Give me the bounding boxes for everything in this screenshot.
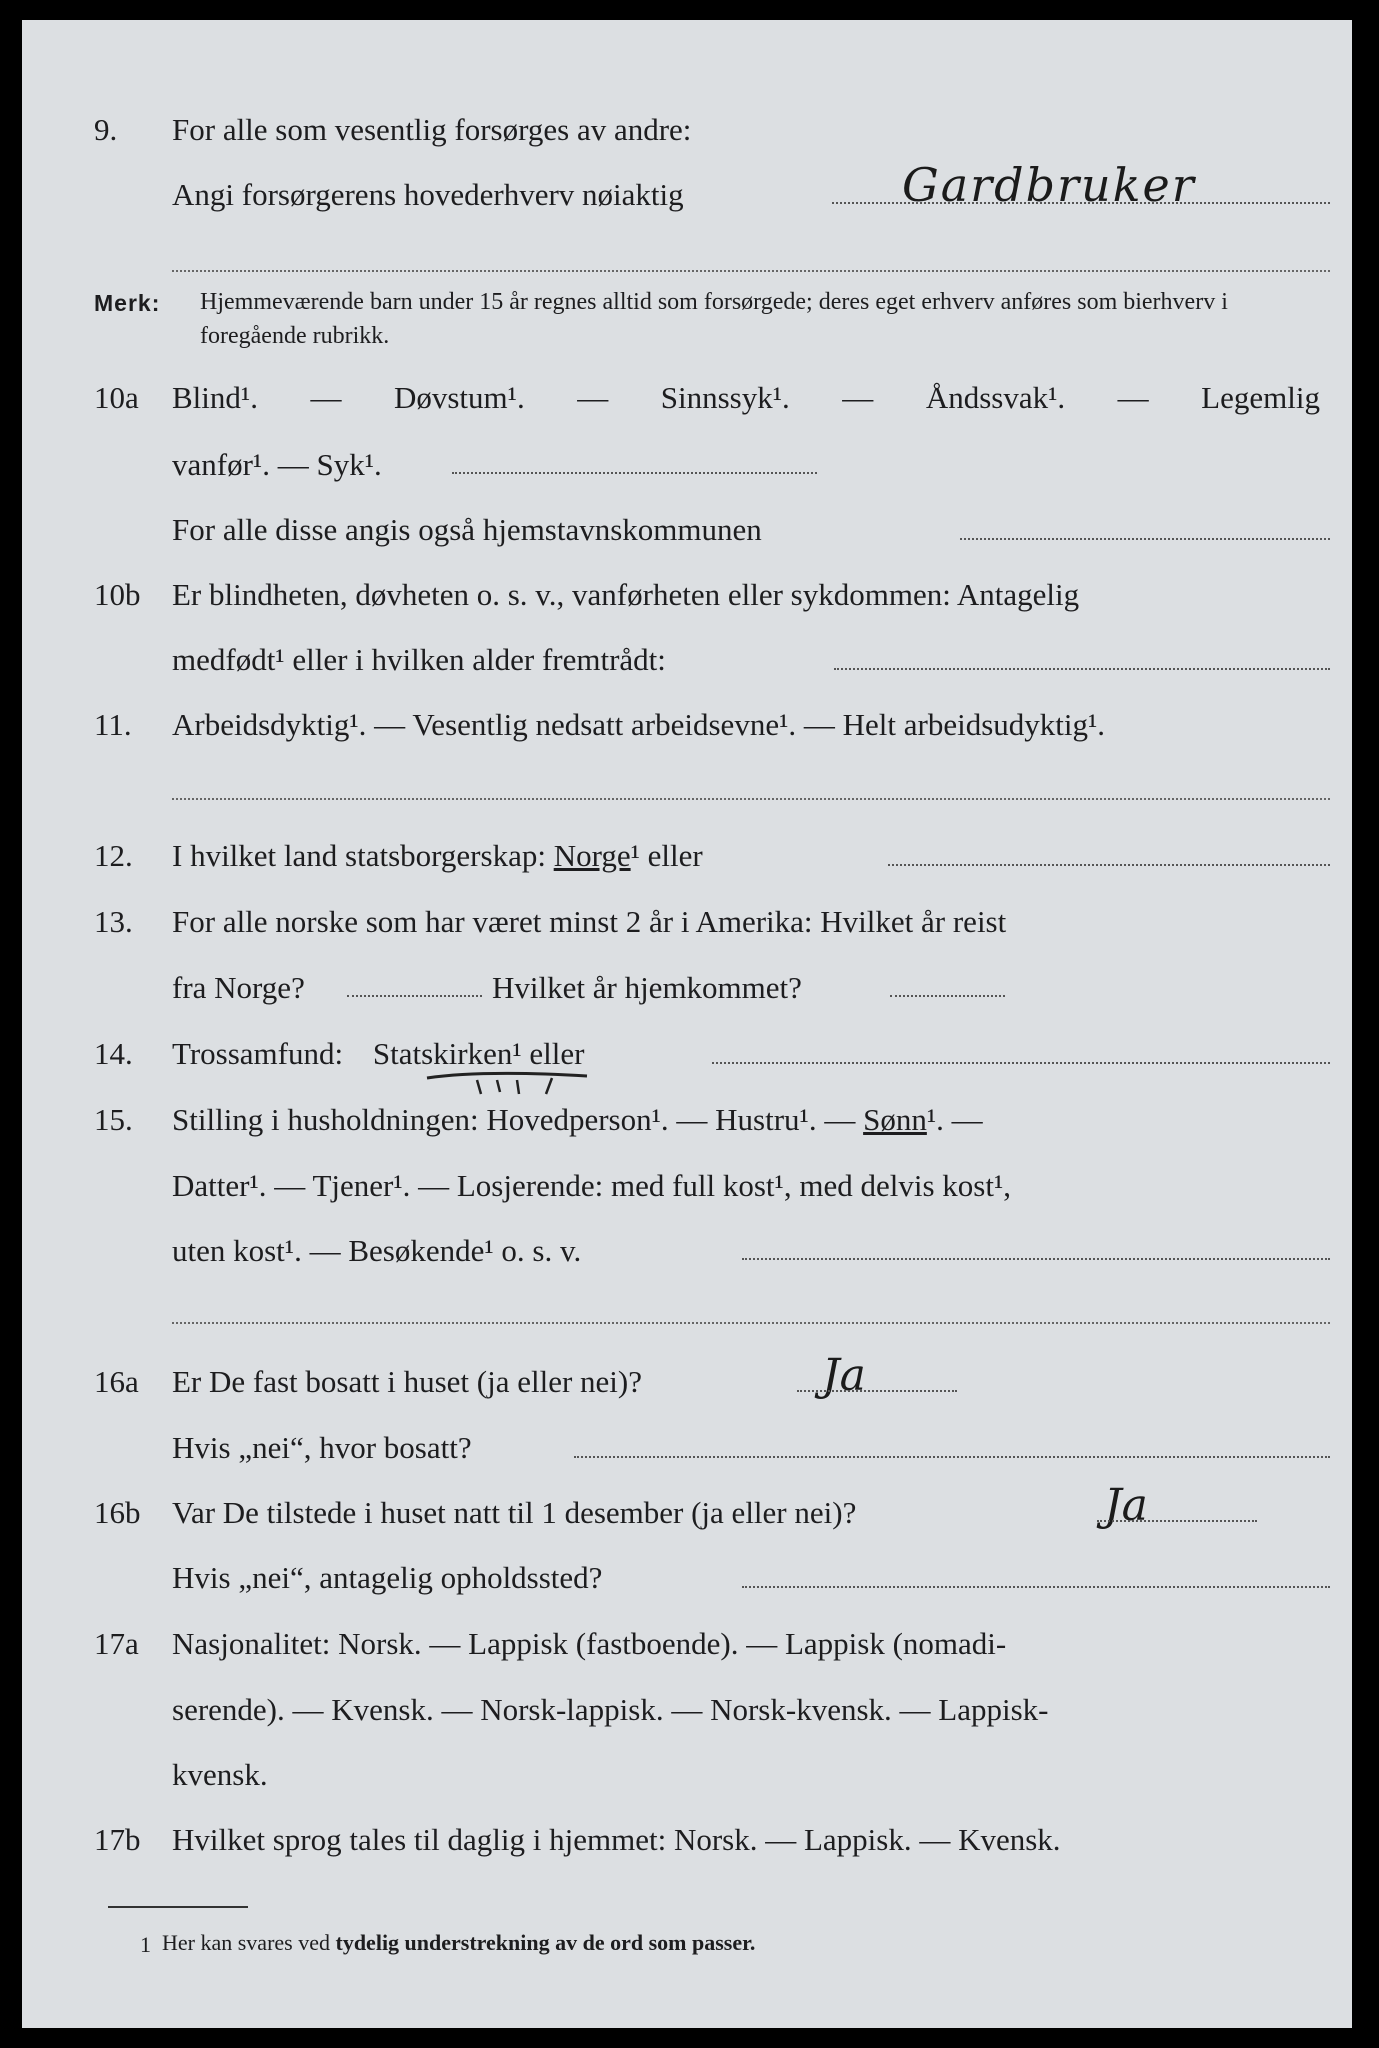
q9-number: 9.	[94, 112, 118, 147]
q12-text	[172, 836, 703, 876]
q13-return-line[interactable]	[890, 995, 1005, 997]
q10a-option-word: Blind¹.	[172, 380, 258, 415]
footnote-mark: 1	[140, 1932, 151, 1957]
q10a-option-word: —	[310, 380, 342, 415]
q14-number: 14.	[94, 1036, 133, 1071]
q13-text2b: Hvilket år hjemkommet?	[492, 970, 802, 1005]
q10a-text3: For alle disse angis også hjemstavnskommunen	[172, 512, 762, 547]
q16a-number: 16a	[94, 1364, 139, 1399]
q10a-option-word: Legemlig	[1201, 380, 1320, 415]
q9-text2: Angi forsørgerens hovederhverv nøiaktig	[172, 177, 684, 212]
q10a-option-word: —	[577, 380, 609, 415]
q12-pre: I hvilket land statsborgerskap:	[172, 838, 546, 873]
q10a-option-word: Døvstum¹.	[393, 380, 525, 415]
merk-label: Merk:	[94, 290, 161, 316]
q13-text1: For alle norske som har været minst 2 år i Amerika: Hvilket år reist	[172, 904, 1007, 939]
q10a-number: 10a	[94, 380, 139, 415]
q15-extra-line[interactable]	[172, 1322, 1330, 1324]
q15-underlined-son: Sønn	[863, 1102, 927, 1137]
footnote-divider	[108, 1906, 248, 1908]
footnote-bold: tydelig understrekning av de ord som passer.	[335, 1930, 756, 1955]
q15-position-line[interactable]	[742, 1258, 1330, 1260]
q10a-text2: vanfør¹. — Syk¹.	[172, 447, 382, 482]
q16b-answer-line[interactable]	[1097, 1520, 1257, 1522]
q10a-municipality-line[interactable]	[960, 538, 1330, 540]
q12-post: ¹ eller	[630, 838, 703, 873]
q9-extra-line[interactable]	[172, 270, 1330, 272]
q10a-sick-line[interactable]	[452, 472, 817, 474]
q11-text1: Arbeidsdyktig¹. — Vesentlig nedsatt arbeidsevne¹. — Helt arbeidsudyktig¹.	[172, 707, 1106, 742]
q10a-options	[172, 378, 1320, 418]
q11-number: 11.	[94, 707, 132, 742]
footnote-text	[162, 1930, 755, 1956]
q15-text1	[172, 1100, 983, 1140]
q14-underlined-church: Statskirken	[372, 1036, 513, 1071]
q10b-text1: Er blindheten, døvheten o. s. v., vanførheten eller sykdommen: Antagelig	[172, 577, 1080, 612]
q15-text2: Datter¹. — Tjener¹. — Losjerende: med full kost¹, med delvis kost¹,	[172, 1168, 1011, 1203]
q16a-answer-line[interactable]	[797, 1390, 957, 1392]
q10b-text2: medfødt¹ eller i hvilken alder fremtrådt:	[172, 642, 666, 677]
q11-answer-line[interactable]	[172, 798, 1330, 800]
q10a-option-word: Åndssvak¹.	[925, 380, 1066, 415]
q17a-text2: serende). — Kvensk. — Norsk-lappisk. — Norsk-kvensk. — Lappisk-	[172, 1692, 1049, 1727]
q10a-option-word: Sinnssyk¹.	[660, 380, 790, 415]
q16b-number: 16b	[94, 1495, 141, 1530]
q14-hand-underline	[422, 1062, 592, 1102]
q16a-text1: Er De fast bosatt i huset (ja eller nei)?	[172, 1364, 642, 1399]
q12-underlined-country: Norge	[553, 838, 631, 873]
q16a-residence-line[interactable]	[574, 1456, 1330, 1458]
q10a-option-word: —	[842, 380, 874, 415]
q14-pre: Trossamfund:	[172, 1036, 344, 1071]
q17a-number: 17a	[94, 1626, 139, 1661]
q15-number: 15.	[94, 1102, 133, 1137]
q13-departure-line[interactable]	[347, 995, 482, 997]
q9-text1: For alle som vesentlig forsørges av andre:	[172, 112, 692, 147]
q9-handwritten-answer: Gardbruker	[902, 158, 1196, 212]
q16b-text1: Var De tilstede i huset natt til 1 desember (ja eller nei)?	[172, 1495, 857, 1530]
q17a-text3: kvensk.	[172, 1757, 268, 1792]
q10b-age-line[interactable]	[834, 668, 1330, 670]
q14-faith-line[interactable]	[712, 1062, 1330, 1064]
q17b-text1: Hvilket sprog tales til daglig i hjemmet: Norsk. — Lappisk. — Kvensk.	[172, 1822, 1061, 1857]
q16b-handwritten-answer: Ja	[1104, 1480, 1148, 1531]
q17b-number: 17b	[94, 1822, 141, 1857]
q16a-text2: Hvis „nei“, hvor bosatt?	[172, 1430, 472, 1465]
q16a-handwritten-answer: Ja	[822, 1350, 866, 1401]
q12-country-line[interactable]	[888, 864, 1330, 866]
q16b-whereabouts-line[interactable]	[742, 1586, 1330, 1588]
q13-number: 13.	[94, 904, 133, 939]
q16b-text2: Hvis „nei“, antagelig opholdssted?	[172, 1560, 603, 1595]
q15-line1-pre: Stilling i husholdningen: Hovedperson¹. — Hustru¹. —	[172, 1102, 856, 1137]
q17a-text1: Nasjonalitet: Norsk. — Lappisk (fastboende). — Lappisk (nomadi-	[172, 1626, 1007, 1661]
q12-number: 12.	[94, 838, 133, 873]
q14-post: ¹ eller	[512, 1036, 585, 1071]
footnote-pre: Her kan svares ved	[162, 1930, 330, 1955]
q13-text2a: fra Norge?	[172, 970, 305, 1005]
q15-line1-post: ¹. —	[926, 1102, 983, 1137]
census-form-page	[22, 20, 1352, 2028]
q10a-option-word: —	[1117, 380, 1149, 415]
merk-text: Hjemmeværende barn under 15 år regnes alltid som forsørgede; deres eget erhverv anføres som bierhverv i foregående rubrikk.	[200, 289, 1228, 349]
q15-text3: uten kost¹. — Besøkende¹ o. s. v.	[172, 1233, 582, 1268]
q10b-number: 10b	[94, 577, 141, 612]
